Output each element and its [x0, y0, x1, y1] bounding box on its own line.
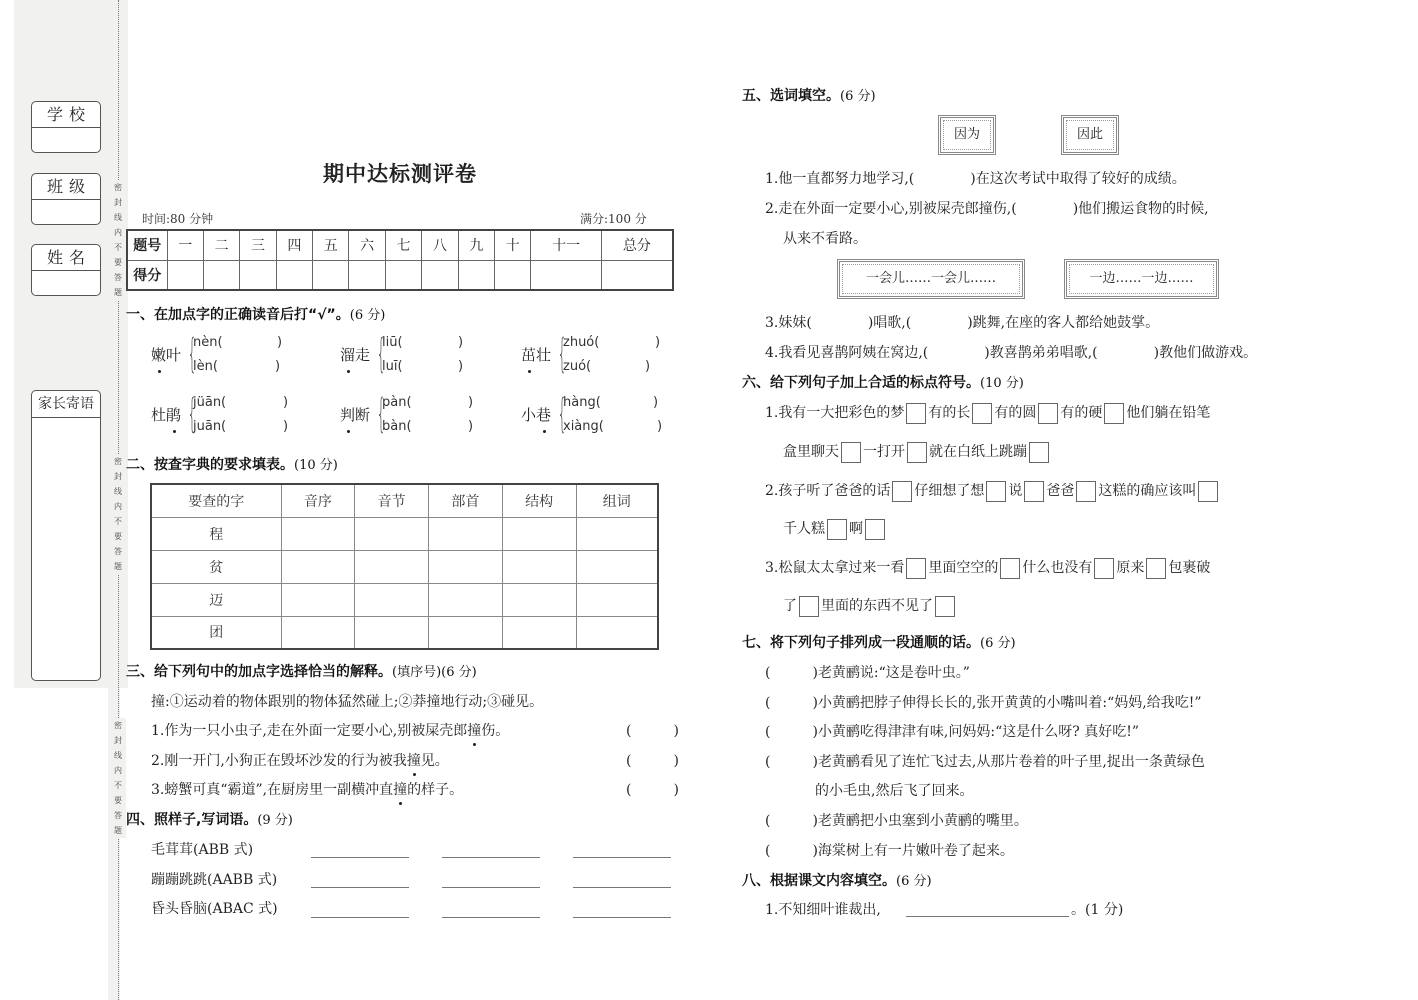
pinyin-option[interactable]: [563, 419, 662, 434]
close-paren: ): [657, 418, 663, 434]
pinyin-option[interactable]: [193, 335, 282, 350]
answer-line[interactable]: [906, 916, 1069, 917]
school-input[interactable]: [32, 128, 100, 152]
punctuation-box[interactable]: [906, 403, 926, 424]
score-header-row: [127, 230, 673, 260]
q6-line: [783, 595, 957, 617]
order-blank[interactable]: ( ): [765, 843, 818, 859]
pinyin-option[interactable]: [382, 335, 463, 350]
pinyin-text: lèn(: [193, 358, 218, 374]
close-paren: ): [468, 418, 474, 434]
pinyin-word: [340, 404, 376, 425]
dict-cell[interactable]: [429, 517, 503, 550]
dictionary-table: [150, 483, 659, 650]
dict-header: 音节: [355, 484, 429, 517]
punctuation-box[interactable]: [986, 481, 1006, 502]
q5-sentence: 1.他一直都努力地学习,( )在这次考试中取得了较好的成绩。: [765, 171, 1186, 187]
pinyin-text: hàng(: [563, 394, 601, 410]
pinyin-options: [563, 335, 660, 374]
answer-line[interactable]: [311, 887, 409, 888]
q7-item: ( )小黄鹂吃得津津有味,问妈妈:“这是什么呀? 真好吃!”: [765, 724, 1139, 740]
dict-char: 贫: [151, 550, 281, 583]
q4-title: 四、照样子,写词语。(9 分): [126, 812, 293, 828]
dict-cell[interactable]: [502, 583, 576, 616]
dict-cell[interactable]: [281, 517, 355, 550]
word-choice-box: 因此: [1061, 115, 1119, 155]
word-choice-box: 一会儿……一会儿……: [837, 259, 1025, 299]
sentence-text: 里面空空的: [928, 560, 999, 576]
name-label: 姓名: [32, 245, 100, 271]
pinyin-options: [382, 395, 473, 434]
punctuation-box[interactable]: [841, 442, 861, 463]
score-cell[interactable]: [240, 260, 276, 290]
dict-header: 要查的字: [151, 484, 281, 517]
sentence-text: 有的圆: [994, 405, 1037, 421]
dict-cell[interactable]: [355, 583, 429, 616]
brace-icon: {: [557, 331, 567, 377]
pinyin-options: [193, 335, 282, 374]
pinyin-item: [340, 331, 464, 377]
row-label: 题号: [127, 230, 167, 260]
page-title: 期中达标测评卷: [323, 161, 477, 186]
dotted-char: 鹃: [166, 405, 182, 424]
sentence-text: 包裹破: [1168, 560, 1211, 576]
sentence-text: 原来: [1116, 560, 1145, 576]
pinyin-word: [340, 344, 376, 365]
sentence-text: 有的长: [928, 405, 971, 421]
score-cell[interactable]: [385, 260, 421, 290]
q5-sentence: 2.走在外面一定要小心,别被屎壳郎撞伤,( )他们搬运食物的时候,: [765, 201, 1209, 217]
dict-cell[interactable]: [576, 583, 658, 616]
punctuation-box[interactable]: [1076, 481, 1096, 502]
dict-char: 团: [151, 616, 281, 649]
score-cell[interactable]: [167, 260, 203, 290]
dict-cell[interactable]: [502, 616, 576, 649]
punctuation-box[interactable]: [1146, 558, 1166, 579]
q7-item: ( )老黄鹂说:“这是卷叶虫。”: [765, 665, 970, 681]
pinyin-item: [151, 391, 289, 437]
score-table: [126, 229, 674, 291]
score-cell[interactable]: [458, 260, 494, 290]
sentence-text: 3.松鼠太太拿过来一看: [765, 560, 905, 576]
dict-char: 迈: [151, 583, 281, 616]
col-header: 七: [385, 230, 421, 260]
punctuation-box[interactable]: [1029, 442, 1049, 463]
dict-cell[interactable]: [502, 517, 576, 550]
answer-line[interactable]: [573, 887, 671, 888]
pinyin-option[interactable]: [382, 395, 473, 410]
dict-cell[interactable]: [355, 616, 429, 649]
answer-line[interactable]: [573, 917, 671, 918]
punctuation-box[interactable]: [1104, 403, 1124, 424]
pinyin-text: bàn(: [382, 418, 412, 434]
dotted-char: 巷: [536, 405, 552, 424]
answer-line[interactable]: [311, 917, 409, 918]
pinyin-text: nèn(: [193, 334, 223, 350]
q2-title: 二、按查字典的要求填表。(10 分): [126, 457, 338, 473]
dict-row: [151, 583, 658, 616]
brace-icon: {: [376, 331, 386, 377]
q8-item: 1.不知细叶谁裁出,: [765, 902, 881, 918]
col-header: 十一: [531, 230, 601, 260]
dict-row: [151, 550, 658, 583]
order-blank[interactable]: ( ): [765, 724, 818, 740]
punctuation-box[interactable]: [892, 481, 912, 502]
answer-blank[interactable]: ( ): [626, 782, 679, 798]
pinyin-item: [340, 391, 474, 437]
close-paren: ): [458, 334, 464, 350]
dict-header: 组词: [576, 484, 658, 517]
q5-title: 五、选词填空。(6 分): [742, 88, 876, 104]
pinyin-item: [151, 331, 283, 377]
q6-line: [783, 518, 887, 540]
sentence-text: 了: [783, 598, 797, 614]
class-label: 班级: [32, 174, 100, 200]
col-header: 十: [495, 230, 531, 260]
brace-icon: {: [187, 391, 197, 437]
class-field[interactable]: [31, 173, 101, 225]
col-header: 八: [422, 230, 458, 260]
seal-notice: 密 封 线 内 不 要 答 题: [110, 180, 126, 300]
col-header: 四: [276, 230, 312, 260]
pinyin-text: liū(: [382, 334, 403, 350]
score-cell[interactable]: [531, 260, 601, 290]
pinyin-option[interactable]: [193, 359, 282, 374]
dotted-char: 撞: [467, 720, 481, 740]
pinyin-item: [521, 391, 663, 437]
pinyin-word: [521, 404, 557, 425]
dict-cell[interactable]: [429, 550, 503, 583]
order-blank[interactable]: ( ): [765, 665, 818, 681]
row-label: 得分: [127, 260, 167, 290]
q4-example: 毛茸茸(ABB 式): [151, 842, 254, 858]
q7-item: ( )海棠树上有一片嫩叶卷了起来。: [765, 843, 1014, 859]
q8-item-suffix: 。(1 分): [1071, 902, 1124, 918]
answer-line[interactable]: [442, 917, 540, 918]
close-paren: ): [283, 394, 289, 410]
q6-line: [765, 480, 1220, 502]
char: 叶: [166, 345, 182, 364]
q3-sentence: 1.作为一只小虫子,走在外面一定要小心,别被屎壳郎撞伤。: [151, 720, 509, 740]
score-cell[interactable]: [422, 260, 458, 290]
q7-item: ( )老黄鹂把小虫塞到小黄鹂的嘴里。: [765, 813, 1028, 829]
school-field[interactable]: [31, 101, 101, 153]
q5-sentence: 从来不看路。: [783, 231, 867, 247]
seal-notice: 密 封 线 内 不 要 答 题: [110, 454, 126, 574]
order-blank[interactable]: ( ): [765, 813, 818, 829]
dict-header: 结构: [502, 484, 576, 517]
q3-sentence: 3.螃蟹可真“霸道”,在厨房里一副横冲直撞的样子。: [151, 779, 463, 799]
close-paren: ): [653, 394, 659, 410]
pinyin-text: jüān(: [193, 394, 227, 410]
col-header: 二: [203, 230, 239, 260]
punctuation-box[interactable]: [935, 596, 955, 617]
pinyin-options: [193, 395, 288, 434]
parent-comment-box[interactable]: [31, 390, 101, 681]
school-label: 学校: [32, 102, 100, 128]
answer-blank[interactable]: ( ): [626, 723, 679, 739]
sentence-text: 1.我有一大把彩色的梦: [765, 405, 905, 421]
exam-time: 时间:80 分钟: [142, 212, 214, 226]
col-header: 总分: [601, 230, 673, 260]
brace-icon: {: [376, 391, 386, 437]
sentence-text: 有的硬: [1060, 405, 1103, 421]
q5-sentence: 4.我看见喜鹊阿姨在窝边,( )教喜鹊弟弟唱歌,( )教他们做游戏。: [765, 345, 1258, 361]
dict-header: 音序: [281, 484, 355, 517]
q4-example: 蹦蹦跳跳(AABB 式): [151, 872, 278, 888]
word-choice-box: 一边……一边……: [1064, 259, 1219, 299]
char: 杜: [151, 405, 167, 424]
q4-example: 昏头昏脑(ABAC 式): [151, 901, 278, 917]
sentence-text: 仔细想了想: [914, 483, 985, 499]
sentence-text: 爸爸: [1046, 483, 1075, 499]
q3-sentence: 2.刚一开门,小狗正在毁坏沙发的行为被我撞见。: [151, 750, 449, 770]
sentence-text: 千人糕: [783, 521, 825, 537]
q3-definition: 撞:①运动着的物体跟别的物体猛然碰上;②莽撞地行动;③碰见。: [151, 694, 544, 710]
word-choice-box: 因为: [938, 115, 996, 155]
score-cell[interactable]: [276, 260, 312, 290]
dict-cell[interactable]: [281, 583, 355, 616]
punctuation-box[interactable]: [972, 403, 992, 424]
dict-cell[interactable]: [429, 616, 503, 649]
close-paren: ): [283, 418, 289, 434]
close-paren: ): [277, 334, 283, 350]
sentence-text: 什么也没有: [1022, 560, 1093, 576]
char: 壮: [536, 345, 552, 364]
dict-header-row: [151, 484, 658, 517]
sentence-text: 这糕的确应该叫: [1098, 483, 1197, 499]
col-header: 三: [240, 230, 276, 260]
q7-item: ( )小黄鹂把脖子伸得长长的,张开黄黄的小嘴叫着:“妈妈,给我吃!”: [765, 695, 1202, 711]
sentence-text: 说: [1008, 483, 1023, 499]
dotted-char: 撞: [393, 779, 407, 799]
close-paren: ): [645, 358, 651, 374]
dict-cell[interactable]: [576, 517, 658, 550]
dict-header: 部首: [429, 484, 503, 517]
punctuation-box[interactable]: [827, 519, 847, 540]
answer-line[interactable]: [442, 887, 540, 888]
dict-row: [151, 517, 658, 550]
col-header: 九: [458, 230, 494, 260]
name-input[interactable]: [32, 271, 100, 295]
pinyin-option[interactable]: [563, 395, 662, 410]
char: 走: [355, 345, 371, 364]
q6-line: [765, 402, 1210, 424]
sentence-text: 他们躺在铅笔: [1126, 405, 1211, 421]
dict-cell[interactable]: [576, 550, 658, 583]
char: 小: [521, 405, 537, 424]
brace-icon: {: [187, 331, 197, 377]
parent-comment-label: 家长寄语: [32, 391, 100, 418]
name-field[interactable]: [31, 244, 101, 296]
close-paren: ): [655, 334, 661, 350]
dict-cell[interactable]: [281, 616, 355, 649]
sentence-text: 里面的东西不见了: [821, 598, 933, 614]
punctuation-box[interactable]: [1198, 481, 1218, 502]
punctuation-box[interactable]: [865, 519, 885, 540]
pinyin-options: [382, 335, 463, 374]
pinyin-option[interactable]: [193, 419, 288, 434]
punctuation-box[interactable]: [1038, 403, 1058, 424]
score-cell[interactable]: [495, 260, 531, 290]
sentence-text: 就在白纸上跳蹦: [929, 444, 1027, 460]
col-header: 五: [313, 230, 349, 260]
dotted-char: 茁: [521, 345, 537, 364]
pinyin-text: zhuó(: [563, 334, 600, 350]
score-cell[interactable]: [313, 260, 349, 290]
brace-icon: {: [557, 391, 567, 437]
q6-line: [783, 441, 1051, 463]
dict-char: 程: [151, 517, 281, 550]
close-paren: ): [275, 358, 281, 374]
pinyin-word: [151, 344, 187, 365]
q7-item: ( )老黄鹂看见了连忙飞过去,从那片卷着的叶子里,捉出一条黄绿色: [765, 754, 1205, 770]
q1-title: 一、在加点字的正确读音后打“√”。(6 分): [126, 307, 386, 323]
dict-cell[interactable]: [429, 583, 503, 616]
q7-title: 七、将下列句子排列成一段通顺的话。(6 分): [742, 635, 1016, 651]
dotted-char: 溜: [340, 345, 356, 364]
col-header: 六: [349, 230, 385, 260]
pinyin-word: [521, 344, 557, 365]
q8-title: 八、根据课文内容填空。(6 分): [742, 873, 932, 889]
dotted-char: 撞: [407, 750, 421, 770]
pinyin-option[interactable]: [382, 359, 463, 374]
pinyin-text: juān(: [193, 418, 227, 434]
score-cell[interactable]: [601, 260, 673, 290]
pinyin-option[interactable]: [563, 359, 660, 374]
answer-line[interactable]: [311, 857, 409, 858]
answer-blank[interactable]: ( ): [626, 753, 679, 769]
pinyin-text: xiàng(: [563, 418, 604, 434]
punctuation-box[interactable]: [799, 596, 819, 617]
sentence-text: 2.孩子听了爸爸的话: [765, 483, 891, 499]
seal-notice: 密 封 线 内 不 要 答 题: [110, 718, 126, 838]
dotted-char: 判: [340, 405, 356, 424]
dict-cell[interactable]: [355, 550, 429, 583]
dict-cell[interactable]: [576, 616, 658, 649]
score-value-row: [127, 260, 673, 290]
full-score: 满分:100 分: [580, 212, 647, 226]
q6-line: [765, 557, 1210, 579]
score-cell[interactable]: [349, 260, 385, 290]
dotted-char: 嫩: [151, 345, 167, 364]
char: 断: [355, 405, 371, 424]
dict-cell[interactable]: [281, 550, 355, 583]
sentence-text: 一打开: [863, 444, 905, 460]
answer-line[interactable]: [573, 857, 671, 858]
punctuation-box[interactable]: [906, 558, 926, 579]
close-paren: ): [458, 358, 464, 374]
q6-title: 六、给下列句子加上合适的标点符号。(10 分): [742, 375, 1024, 391]
q5-sentence: 3.妹妹( )唱歌,( )跳舞,在座的客人都给她鼓掌。: [765, 315, 1160, 331]
pinyin-option[interactable]: [382, 419, 473, 434]
answer-line[interactable]: [442, 857, 540, 858]
q7-item-continuation: 的小毛虫,然后飞了回来。: [815, 783, 974, 799]
pinyin-option[interactable]: [563, 335, 660, 350]
sentence-text: 啊: [849, 521, 863, 537]
col-header: 一: [167, 230, 203, 260]
close-paren: ): [468, 394, 474, 410]
sentence-text: 盒里聊天: [783, 444, 839, 460]
class-input[interactable]: [32, 200, 100, 224]
dict-cell[interactable]: [502, 550, 576, 583]
dict-cell[interactable]: [355, 517, 429, 550]
pinyin-item: [521, 331, 661, 377]
order-blank[interactable]: ( ): [765, 754, 818, 770]
pinyin-word: [151, 404, 187, 425]
pinyin-options: [563, 395, 662, 434]
pinyin-text: luī(: [382, 358, 403, 374]
q3-title: 三、给下列句中的加点字选择恰当的解释。(填序号)(6 分): [126, 664, 477, 680]
punctuation-box[interactable]: [1000, 558, 1020, 579]
score-cell[interactable]: [203, 260, 239, 290]
pinyin-text: zuó(: [563, 358, 592, 374]
punctuation-box[interactable]: [1024, 481, 1044, 502]
punctuation-box[interactable]: [907, 442, 927, 463]
punctuation-box[interactable]: [1094, 558, 1114, 579]
pinyin-text: pàn(: [382, 394, 412, 410]
order-blank[interactable]: ( ): [765, 695, 818, 711]
pinyin-option[interactable]: [193, 395, 288, 410]
dict-row: [151, 616, 658, 649]
